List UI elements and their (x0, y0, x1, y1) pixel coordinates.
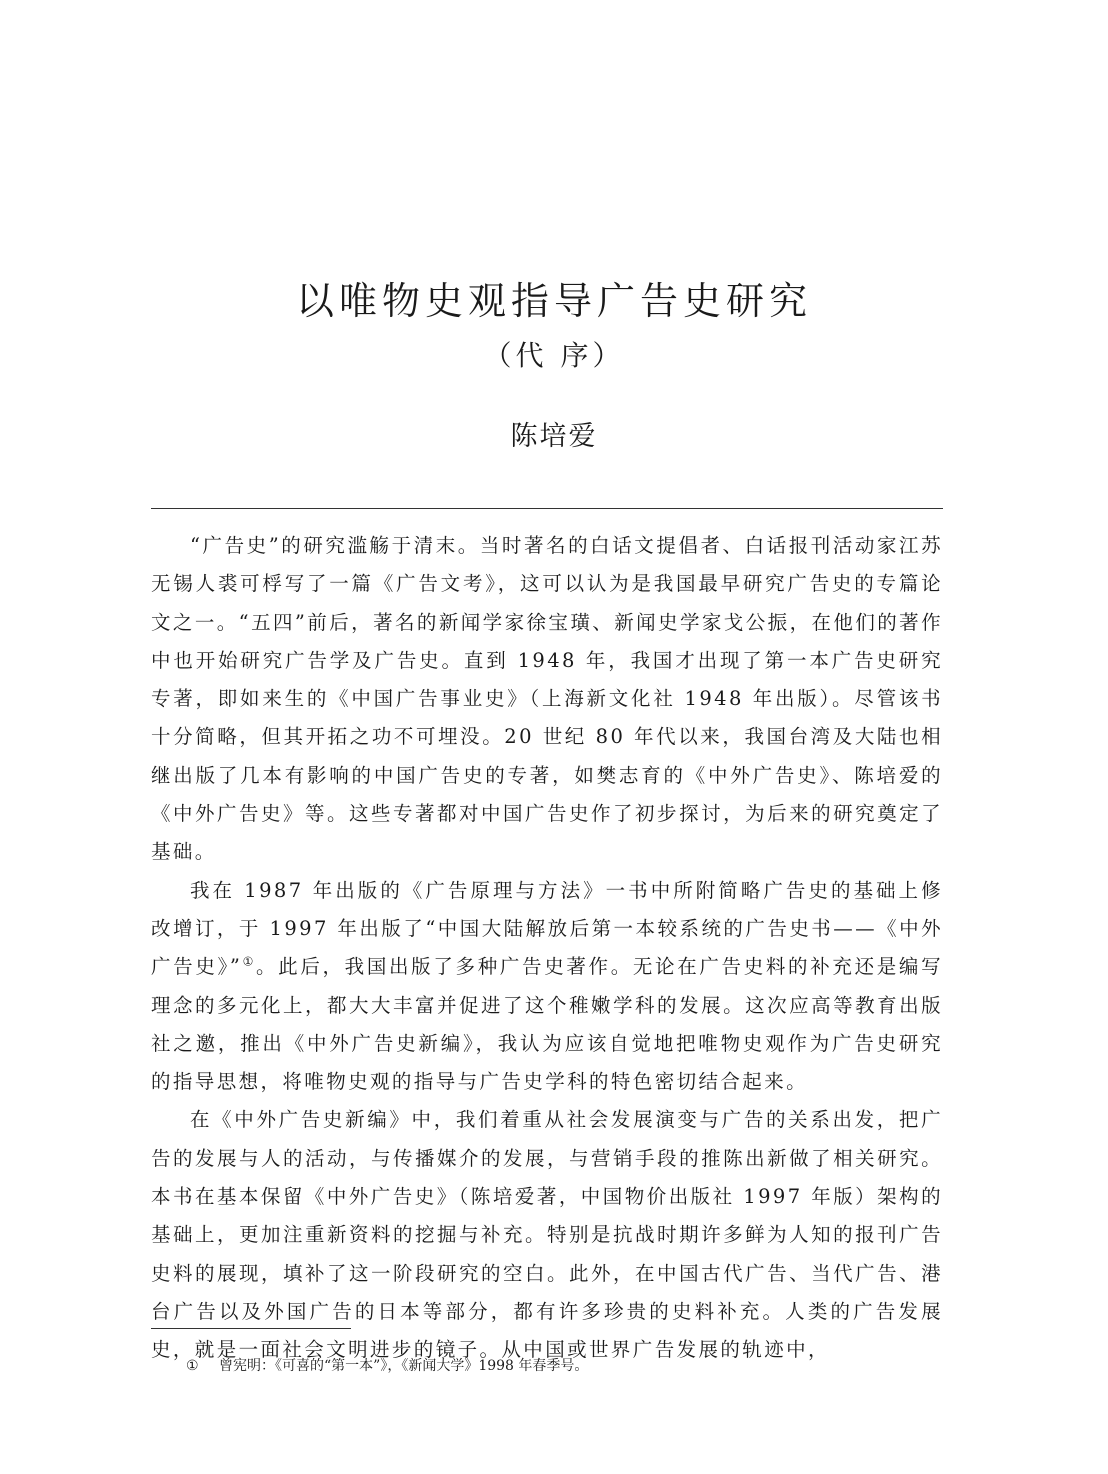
footnote-reference[interactable]: ① (242, 954, 256, 969)
author-name: 陈培爱 (510, 421, 598, 452)
paragraph-2 (151, 872, 943, 1102)
body-text (151, 527, 943, 1370)
footnote-mark: ① (186, 1358, 199, 1374)
page-title: 以唯物史观指导广告史研究 (295, 279, 812, 323)
footnote (186, 1355, 946, 1377)
paragraph-2-text-b: 。此后，我国出版了多种广告史著作。无论在广告史料的补充还是编写理念的多元化上，都大大丰富并促进了这个稚嫩学科的发展。这次应高等教育出版社之邀，推出《中外广告史新编》，我认为应该自觉地把唯物史观作为广告史研究的指导思想，将唯物史观的指导与广告史学科的特色密切结合起来。 (151, 955, 943, 1094)
footnote-text: 曾宪明：《可喜的“第一本”》，《新闻大学》1998 年春季号。 (219, 1358, 589, 1374)
paragraph-3: 在《中外广告史新编》中，我们着重从社会发展演变与广告的关系出发，把广告的发展与人的活动，与传播媒介的发展，与营销手段的推陈出新做了相关研究。本书在基本保留《中外广告史》（陈培爱著，中国物价出版社 1997 年版）架构的基础上，更加注重新资料的挖掘与补充。特别是抗战时期许多鲜为人知的报刊广告史料的展现，填补了这一阶段研究的空白。此外，在中国古代广告、当代广告、港台广告以及外国广告的日本等部分，都有许多珍贵的史料补充。人类的广告发展史，就是一面社会文明进步的镜子。从中国或世界广告发展的轨迹中， (151, 1108, 943, 1362)
footnote-divider (151, 1328, 351, 1329)
header-divider (151, 508, 943, 509)
paragraph-1: “广告史”的研究滥觞于清末。当时著名的白话文提倡者、白话报刊活动家江苏无锡人裘可桴写了一篇《广告文考》，这可以认为是我国最早研究广告史的专篇论文之一。“五四”前后，著名的新闻学家徐宝璜、新闻史学家戈公振，在他们的著作中也开始研究广告学及广告史。直到 1948 年，我国才出现了第一本广告史研究专著，即如来生的《中国广告事业史》（上海新文化社 1948 年出版）。尽管该书十分简略，但其开拓之功不可埋没。20 世纪 80 年代以来，我国台湾及大陆也相继出版了几本有影响的中国广告史的专著，如樊志育的《中外广告史》、陈培爱的《中外广告史》等。这些专著都对中国广告史作了初步探讨，为后来的研究奠定了基础。 (151, 534, 943, 864)
page-subtitle: （代 序） (483, 339, 625, 372)
paragraph-2-text-a: 我在 1987 年出版的《广告原理与方法》一书中所附简略广告史的基础上修改增订，于 1997 年出版了“中国大陆解放后第一本较系统的广告史书——《中外广告史》” (151, 878, 943, 979)
